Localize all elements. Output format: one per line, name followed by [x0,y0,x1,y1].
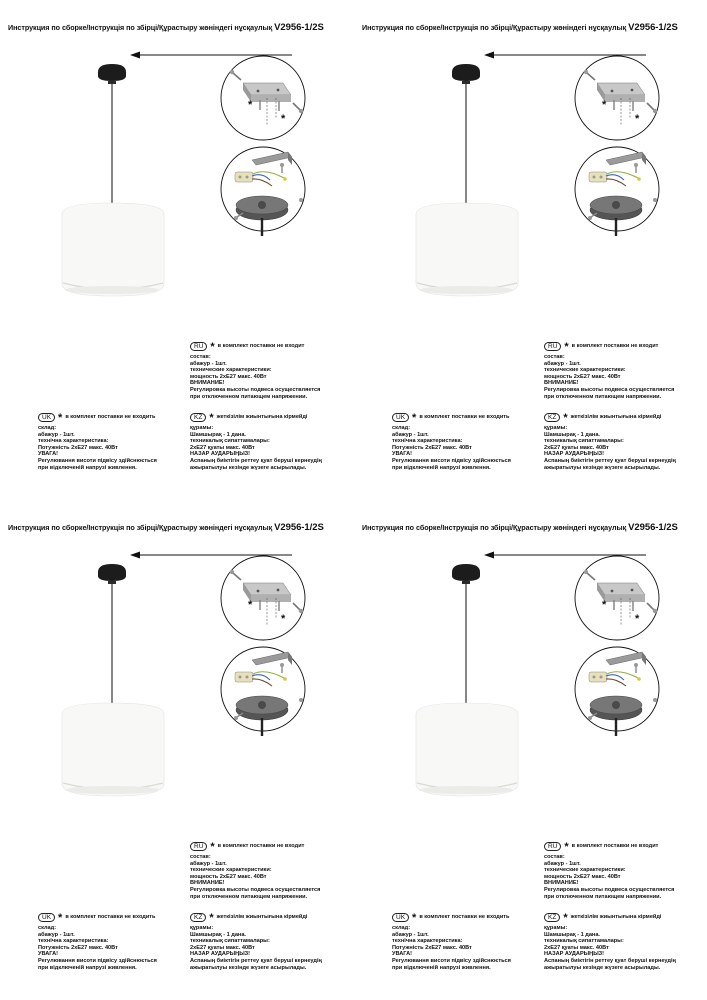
model-code: V2956-1/2S [628,22,678,33]
kz-line: Аспаның биіктігін реттеу қуат беруші кернеудің [190,457,322,464]
kz-language-badge: KZ [190,413,206,422]
terminal-block-icon [589,672,607,682]
instruction-sheet-bottom-left [0,500,353,1000]
canopy-cap [462,581,470,584]
ru-warning-heading: ВНИМАНИЕ! [544,380,579,387]
kz-line: Шамшырақ - 1 дана. [544,931,600,938]
kz-not-included-note: жеткізілім жиынтығына кірмейді [570,914,662,921]
bracket-detail-callout [575,556,659,640]
ru-line: Регулировка высоты подвеса осуществляется [190,386,321,393]
ru-language-badge: RU [544,842,561,851]
kz-line: ажыратылуы кезінде жүзеге асырылады. [544,964,661,971]
kz-line: техникалық сипаттамалары: [190,938,270,945]
ru-instructions [190,842,320,900]
uk-line: склад: [392,925,411,931]
terminal-block-icon [235,672,253,682]
star-icon: * [58,911,63,924]
star-icon: * [412,911,417,924]
kz-line: 2xE27 қуаты макс. 40Вт [190,944,255,951]
lamp-shade [416,203,518,296]
instruction-sheet-top-right [354,0,707,500]
wiring-detail-callout [221,647,305,736]
model-code: V2956-1/2S [274,22,324,33]
ru-line: состав: [190,854,211,860]
kz-instructions [544,913,676,971]
kz-line: ажыратылуы кезінде жүзеге асырылады. [544,464,661,471]
star-icon: * [564,340,569,353]
ru-line: технические характеристики: [190,367,272,374]
kz-warning-heading: НАЗАР АУДАРЫҢЫЗ! [190,451,251,458]
pendant-lamp [62,564,164,796]
model-code: V2956-1/2S [274,522,324,533]
ru-not-included-note: в комплект поставки не входит [217,843,305,850]
uk-warning-heading: УВАГА! [38,951,59,958]
star-icon: * [563,411,568,424]
star-icon: * [412,411,417,424]
kz-line: Аспаның биіктігін реттеу қуат беруші кернеудің [190,957,322,964]
ru-line: мощность 2xE27 макс. 40Вт [190,373,267,380]
uk-line: склад: [392,425,411,431]
ru-line: мощность 2xE27 макс. 40Вт [544,373,621,380]
uk-not-included-note: в комплект поставки не входить [419,914,510,921]
ru-line: абажур - 1шт. [190,860,227,867]
wiring-detail-callout [575,647,659,736]
star-icon: * [210,340,215,353]
wiring-detail-callout [221,147,305,236]
kz-instructions [544,413,676,471]
star-icon: * [602,99,607,111]
kz-warning-heading: НАЗАР АУДАРЫҢЫЗ! [544,951,605,958]
kz-line: құрамы: [544,425,568,431]
star-icon: * [209,411,214,424]
uk-line: абажур - 1шт. [392,931,429,938]
kz-warning-heading: НАЗАР АУДАРЫҢЫЗ! [544,451,605,458]
uk-warning-heading: УВАГА! [392,451,413,458]
screw-icon [653,198,657,202]
canopy-cap [108,581,116,584]
uk-line: при відключеній напрузі живлення. [392,964,491,971]
uk-instructions [38,913,157,971]
ru-line: при отключенном питающем напряжении. [190,393,308,400]
ru-line: при отключенном питающем напряжении. [544,893,662,900]
uk-line: Потужність 2xE27 макс. 40Вт [392,944,472,951]
ru-line: состав: [544,354,565,360]
ru-warning-heading: ВНИМАНИЕ! [544,880,579,887]
wiring-detail-callout [575,147,659,236]
ru-not-included-note: в комплект поставки не входит [571,843,659,850]
ru-line: технические характеристики: [190,867,272,874]
canopy-cap [462,81,470,84]
uk-language-badge: UK [38,913,55,922]
uk-line: Потужність 2xE27 макс. 40Вт [38,444,118,451]
uk-warning-heading: УВАГА! [392,951,413,958]
kz-not-included-note: жеткізілім жиынтығына кірмейді [216,914,308,921]
uk-line: Регулювання висоти підвісу здійснюється [392,957,511,964]
screw-icon [299,698,303,702]
bracket-detail-callout [221,56,305,140]
uk-line: при відключеній напрузі живлення. [38,464,137,471]
uk-instructions [392,413,511,471]
uk-line: склад: [38,425,57,431]
uk-line: Регулювання висоти підвісу здійснюється [38,457,157,464]
instruction-sheet-bottom-right [354,500,707,1000]
ru-line: Регулировка высоты подвеса осуществляется [544,886,675,893]
kz-line: Шамшырақ - 1 дана. [190,431,246,438]
star-icon: * [210,840,215,853]
kz-line: Шамшырақ - 1 дана. [190,931,246,938]
pendant-lamp [416,64,518,296]
star-icon: * [602,599,607,611]
uk-line: технічна характеристика: [392,938,463,945]
uk-line: Регулювання висоти підвісу здійснюється [392,457,511,464]
kz-line: ажыратылуы кезінде жүзеге асырылады. [190,464,307,471]
uk-instructions [392,913,511,971]
ru-instructions [190,342,320,400]
terminal-block-icon [589,172,607,182]
uk-line: абажур - 1шт. [38,431,75,438]
kz-language-badge: KZ [544,913,560,922]
kz-line: техникалық сипаттамалары: [544,938,624,945]
uk-line: при відключеній напрузі живлення. [38,964,137,971]
ru-language-badge: RU [190,842,207,851]
kz-not-included-note: жеткізілім жиынтығына кірмейді [216,414,308,421]
ru-not-included-note: в комплект поставки не входит [571,343,659,350]
ru-line: мощность 2xE27 макс. 40Вт [190,873,267,880]
bracket-detail-callout [575,56,659,140]
ru-line: Регулировка высоты подвеса осуществляется [544,386,675,393]
star-icon: * [564,840,569,853]
star-icon: * [209,911,214,924]
terminal-block-icon [235,172,253,182]
uk-line: абажур - 1шт. [392,431,429,438]
star-icon: * [58,411,63,424]
ceiling-canopy [98,64,126,81]
instruction-sheet-top-left [0,0,353,500]
ru-warning-heading: ВНИМАНИЕ! [190,880,225,887]
pendant-lamp [416,564,518,796]
star-icon: * [281,613,286,625]
uk-line: при відключеній напрузі живлення. [392,464,491,471]
uk-line: технічна характеристика: [38,938,109,945]
lamp-shade [62,203,164,296]
uk-line: абажур - 1шт. [38,931,75,938]
ru-instructions [544,842,674,900]
screw-icon [299,198,303,202]
uk-line: технічна характеристика: [392,438,463,445]
ru-not-included-note: в комплект поставки не входит [217,343,305,350]
title-text: Инструкция по сборке/Інструкція по збірці/Құрастыру жөніндегі нұсқаулық [362,23,627,32]
star-icon: * [248,99,253,111]
canopy-cap [108,81,116,84]
star-icon: * [281,113,286,125]
pendant-lamp [62,64,164,296]
uk-line: склад: [38,925,57,931]
lamp-shade [62,703,164,796]
uk-warning-heading: УВАГА! [38,451,59,458]
ru-line: абажур - 1шт. [190,360,227,367]
ru-instructions [544,342,674,400]
kz-line: құрамы: [190,425,214,431]
uk-not-included-note: в комплект поставки не входить [65,414,156,421]
uk-line: технічна характеристика: [38,438,109,445]
star-icon: * [635,113,640,125]
uk-language-badge: UK [38,413,55,422]
uk-line: Потужність 2xE27 макс. 40Вт [392,444,472,451]
ceiling-canopy [98,564,126,581]
uk-line: Регулювання висоти підвісу здійснюється [38,957,157,964]
kz-line: құрамы: [190,925,214,931]
star-icon: * [563,911,568,924]
kz-warning-heading: НАЗАР АУДАРЫҢЫЗ! [190,951,251,958]
uk-language-badge: UK [392,913,409,922]
star-icon: * [635,613,640,625]
uk-line: Потужність 2xE27 макс. 40Вт [38,944,118,951]
bracket-detail-callout [221,556,305,640]
uk-not-included-note: в комплект поставки не входить [65,914,156,921]
uk-instructions [38,413,157,471]
ru-line: при отключенном питающем напряжении. [544,393,662,400]
ru-line: Регулировка высоты подвеса осуществляется [190,886,321,893]
ru-language-badge: RU [190,342,207,351]
ru-line: абажур - 1шт. [544,360,581,367]
screw-icon [653,698,657,702]
kz-language-badge: KZ [544,413,560,422]
kz-line: құрамы: [544,925,568,931]
kz-line: ажыратылуы кезінде жүзеге асырылады. [190,964,307,971]
title-text: Инструкция по сборке/Інструкція по збірці/Құрастыру жөніндегі нұсқаулық [8,23,273,32]
model-code: V2956-1/2S [628,522,678,533]
kz-line: 2xE27 қуаты макс. 40Вт [544,944,609,951]
ru-line: при отключенном питающем напряжении. [190,893,308,900]
kz-line: техникалық сипаттамалары: [190,438,270,445]
kz-line: Шамшырақ - 1 дана. [544,431,600,438]
kz-line: 2xE27 қуаты макс. 40Вт [544,444,609,451]
star-icon: * [248,599,253,611]
title-text: Инструкция по сборке/Інструкція по збірці/Құрастыру жөніндегі нұсқаулық [362,523,627,532]
kz-instructions [190,913,322,971]
ru-line: состав: [190,354,211,360]
ru-line: состав: [544,854,565,860]
title-text: Инструкция по сборке/Інструкція по збірці/Құрастыру жөніндегі нұсқаулық [8,523,273,532]
uk-language-badge: UK [392,413,409,422]
ceiling-canopy [452,64,480,81]
lamp-shade [416,703,518,796]
ceiling-canopy [452,564,480,581]
kz-instructions [190,413,322,471]
ru-line: мощность 2xE27 макс. 40Вт [544,873,621,880]
ru-language-badge: RU [544,342,561,351]
ru-warning-heading: ВНИМАНИЕ! [190,380,225,387]
kz-not-included-note: жеткізілім жиынтығына кірмейді [570,414,662,421]
ru-line: абажур - 1шт. [544,860,581,867]
kz-line: Аспаның биіктігін реттеу қуат беруші кернеудің [544,957,676,964]
kz-line: техникалық сипаттамалары: [544,438,624,445]
ru-line: технические характеристики: [544,367,626,374]
kz-language-badge: KZ [190,913,206,922]
kz-line: 2xE27 қуаты макс. 40Вт [190,444,255,451]
uk-not-included-note: в комплект поставки не входить [419,414,510,421]
kz-line: Аспаның биіктігін реттеу қуат беруші кернеудің [544,457,676,464]
ru-line: технические характеристики: [544,867,626,874]
